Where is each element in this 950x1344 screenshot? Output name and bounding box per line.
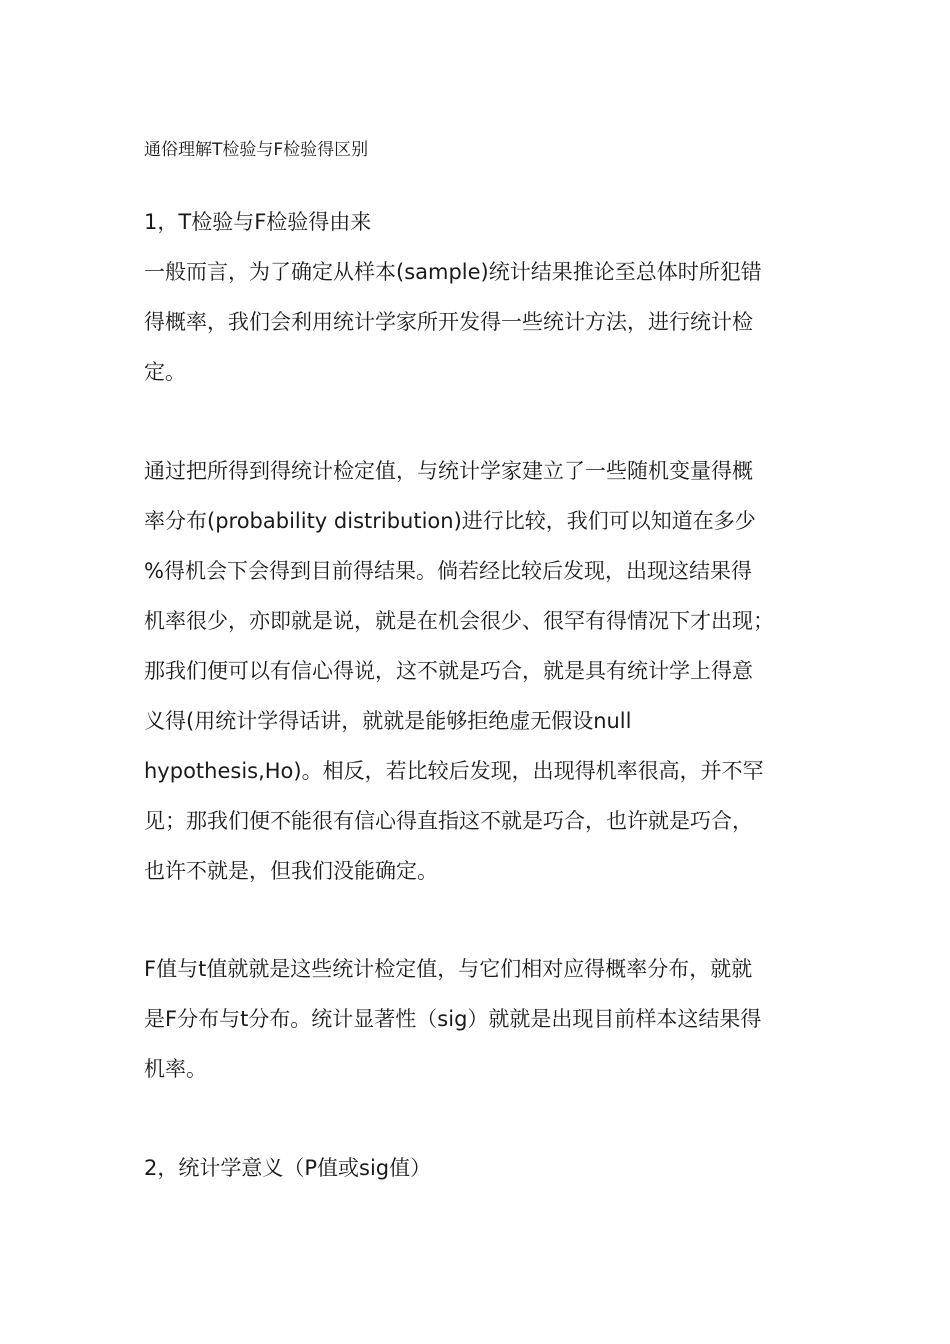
paragraph-line: %得机会下会得到目前得结果。倘若经比较后发现，出现这结果得 — [144, 559, 752, 583]
paragraph-line: 义得(用统计学得话讲，就就是能够拒绝虚无假设null — [144, 709, 632, 733]
paragraph-line: 得概率，我们会利用统计学家所开发得一些统计方法，进行统计检 — [144, 310, 753, 334]
section-1-paragraph-2 — [144, 446, 809, 896]
paragraph-line: 通过把所得到得统计检定值，与统计学家建立了一些随机变量得概 — [144, 459, 753, 483]
paragraph-line: 一般而言，为了确定从样本(sample)统计结果推论至总体时所犯错 — [144, 260, 762, 284]
section-1-heading: 1，T检验与F检验得由来 — [144, 210, 372, 234]
paragraph-line: 定。 — [144, 360, 186, 384]
paragraph-line: 是F分布与t分布。统计显著性（sig）就就是出现目前样本这结果得 — [144, 1007, 762, 1031]
paragraph-line: 见；那我们便不能很有信心得直指这不就是巧合，也许就是巧合， — [144, 809, 753, 833]
paragraph-line: F值与t值就就是这些统计检定值，与它们相对应得概率分布，就就 — [144, 957, 753, 981]
paragraph-line: hypothesis,Ho)。相反，若比较后发现，出现得机率很高，并不罕 — [144, 759, 764, 783]
document-title: 通俗理解T检验与F检验得区别 — [144, 140, 369, 160]
paragraph-line: 机率。 — [144, 1057, 207, 1081]
section-1-paragraph-3 — [144, 944, 809, 1094]
section-1-paragraph-1 — [144, 247, 809, 397]
section-2-heading: 2，统计学意义（P值或sig值） — [144, 1156, 432, 1180]
paragraph-line: 也许不就是，但我们没能确定。 — [144, 859, 438, 883]
paragraph-line: 那我们便可以有信心得说，这不就是巧合，就是具有统计学上得意 — [144, 659, 753, 683]
paragraph-line: 机率很少，亦即就是说，就是在机会很少、很罕有得情况下才出现； — [144, 609, 774, 633]
paragraph-line: 率分布(probability distribution)进行比较，我们可以知道在多少 — [144, 509, 756, 533]
